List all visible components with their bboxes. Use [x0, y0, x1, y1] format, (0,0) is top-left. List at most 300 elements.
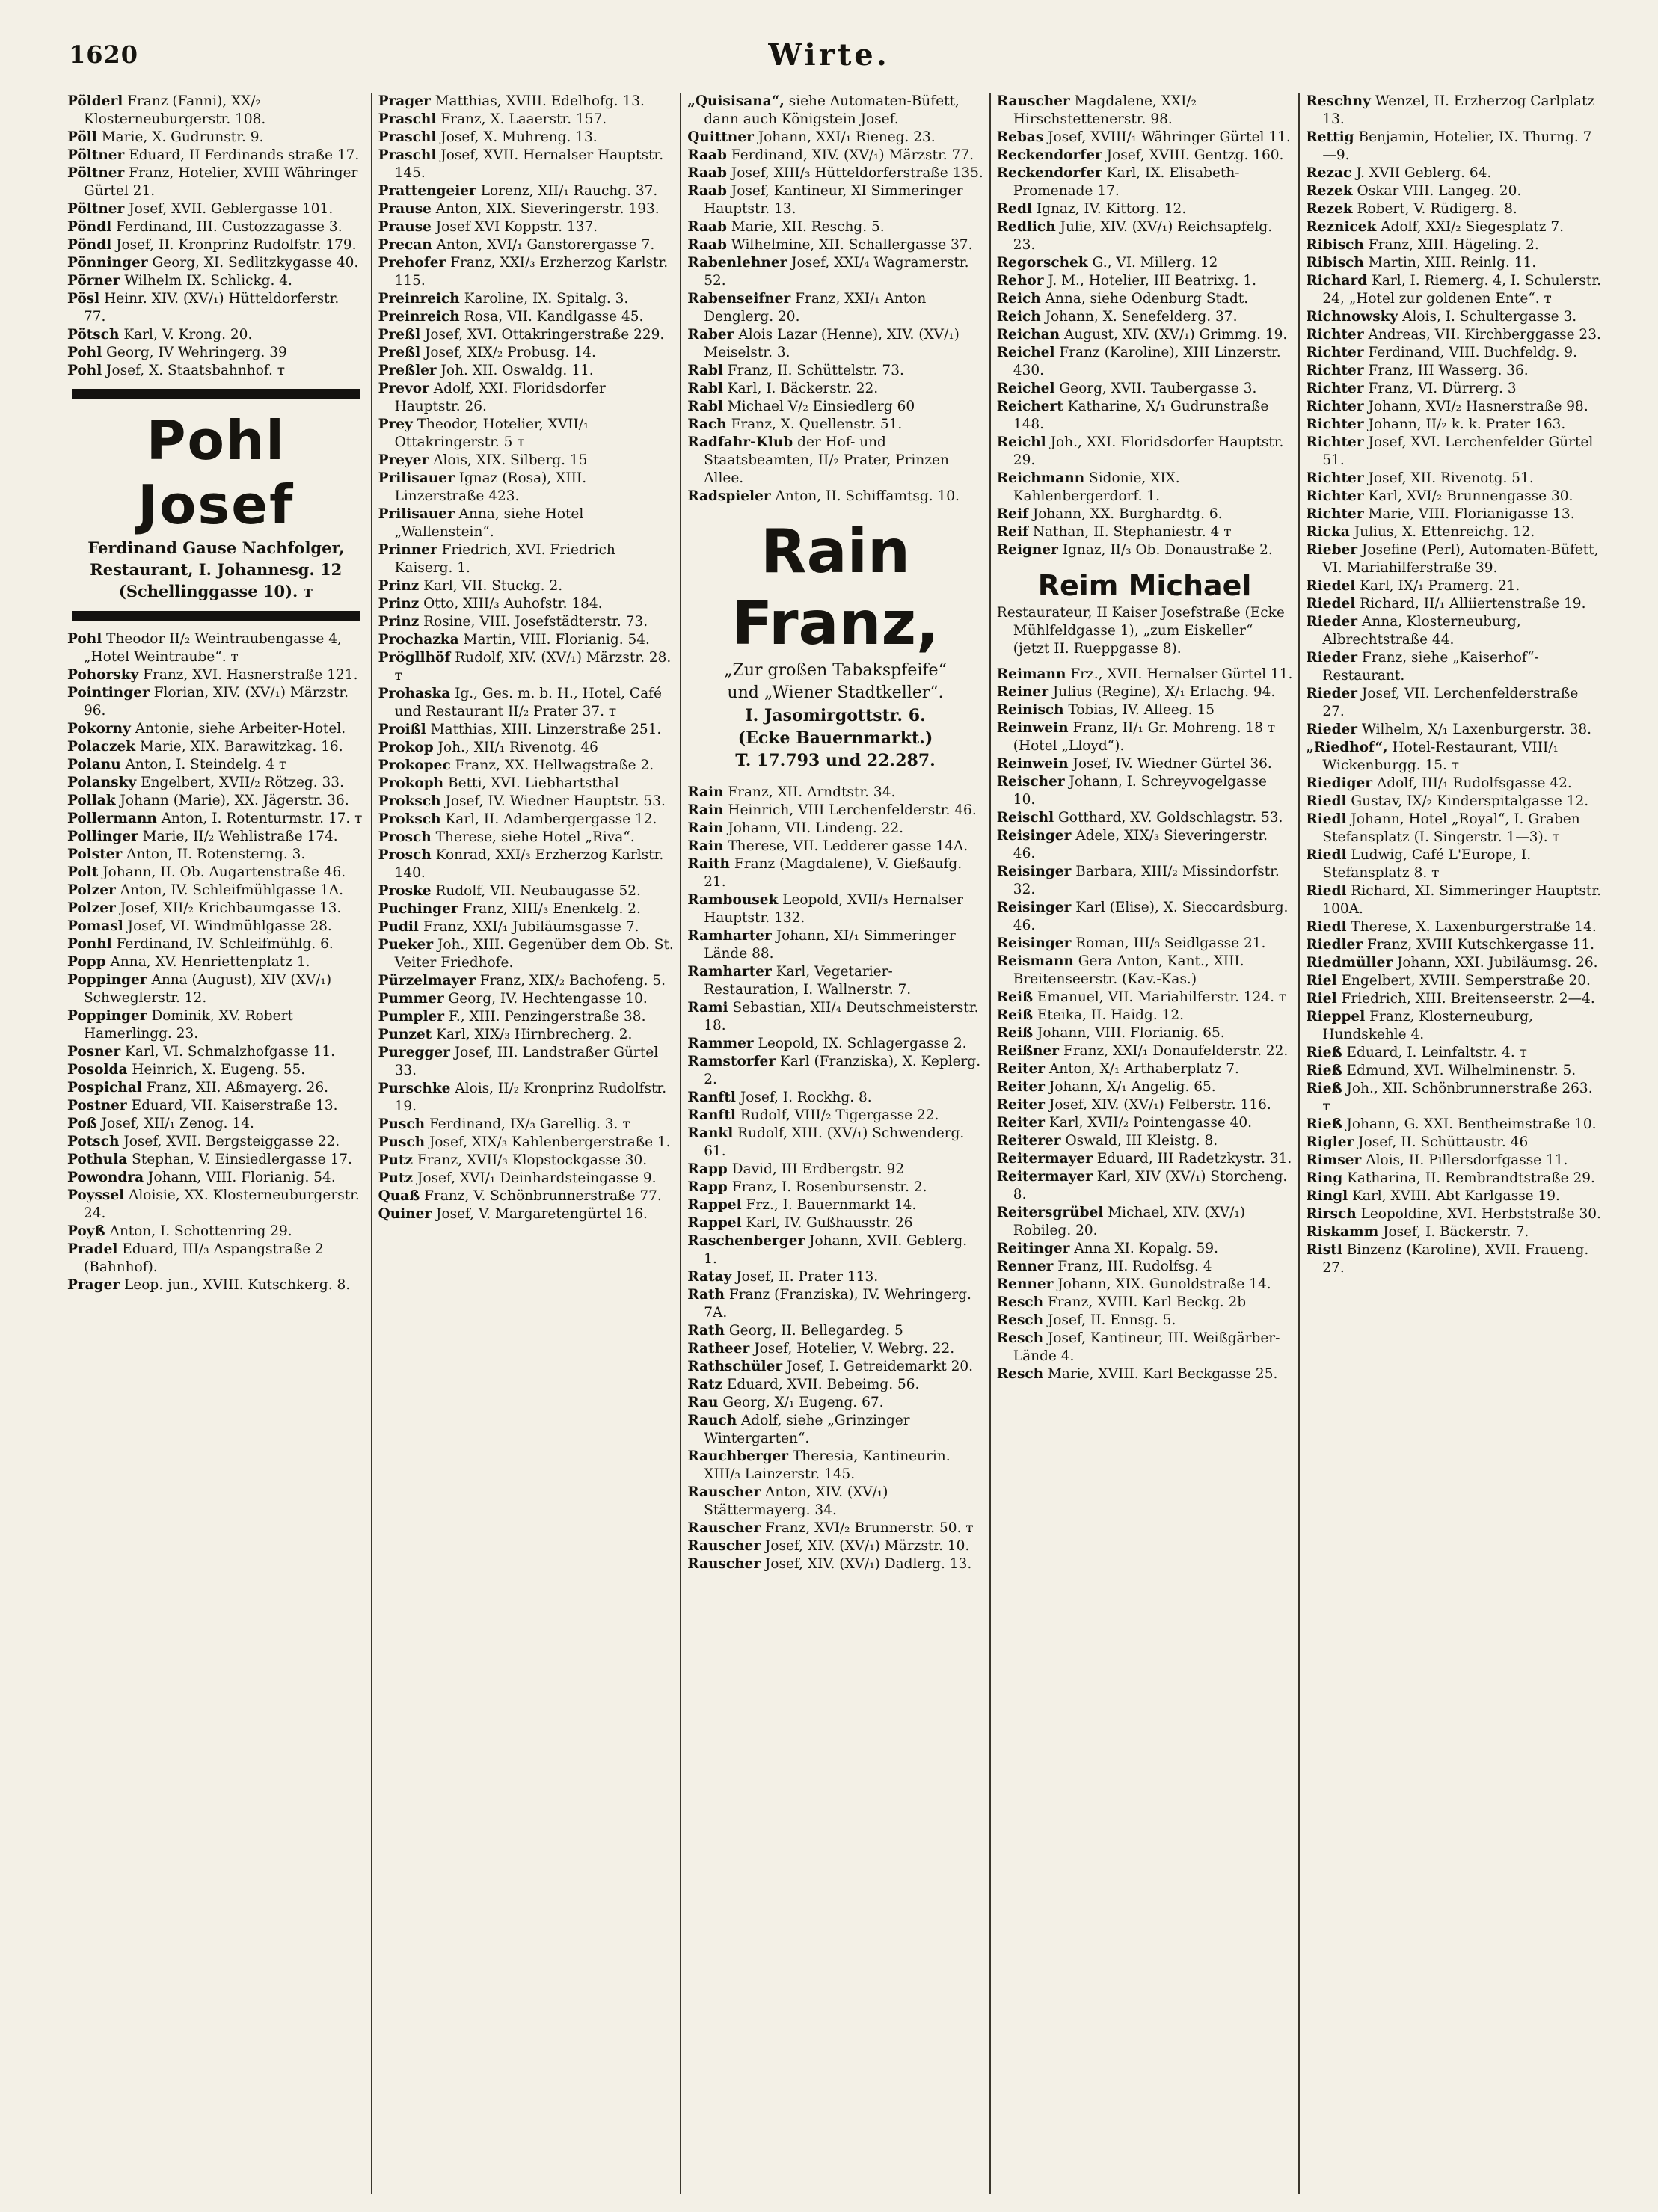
entry-name: Proske [378, 883, 432, 899]
entry-name: Ristl [1306, 1242, 1342, 1258]
entry-details: Karl, I. Bäckerstr. 22. [727, 381, 879, 396]
entry-details: Ignaz, IV. Kittorg. 12. [1036, 201, 1187, 217]
entry-name: Proksch [378, 811, 441, 827]
entry-details: Oswald, III Kleistg. 8. [1065, 1133, 1218, 1149]
entry-details: Rosa, VII. Kandlgasse 45. [464, 309, 644, 325]
entry-name: Rieppel [1306, 1009, 1366, 1024]
entry-details: Josef, V. Margaretengürtel 16. [436, 1206, 648, 1222]
entry-name: Rambousek [687, 892, 779, 908]
directory-entry [378, 1205, 675, 1223]
directory-entry [997, 1078, 1293, 1096]
entry-details: Josef, XVII. Hernalser Hauptstr. 145. [394, 147, 664, 181]
directory-entry [67, 738, 365, 756]
entry-details: Wenzel, II. Erzherzog Carlplatz 13. [1322, 93, 1595, 127]
entry-details: Lorenz, XII/₁ Rauchg. 37. [480, 183, 658, 199]
entry-details: Julius (Regine), X/₁ Erlachg. 94. [1052, 684, 1276, 700]
entry-name: Rapp [687, 1179, 728, 1195]
directory-entry [378, 93, 675, 111]
entry-details: Julie, XIV. (XV/₁) Reichsapfelg. 23. [1013, 219, 1273, 253]
entry-details: Gotthard, XV. Goldschlagstr. 53. [1058, 810, 1283, 826]
entry-name: Pollak [67, 793, 116, 808]
directory-entry [378, 147, 675, 182]
directory-entry [687, 398, 983, 416]
directory-entry [687, 1322, 983, 1340]
entry-details: Anton, XIX. Sieveringerstr. 193. [435, 201, 660, 217]
directory-entry [1306, 577, 1602, 595]
directory-entry [67, 218, 365, 236]
entry-name: Pospichal [67, 1080, 142, 1096]
entry-details: Matthias, XVIII. Edelhofg. 13. [435, 93, 645, 109]
directory-entry [67, 1169, 365, 1187]
entry-name: Prosch [378, 847, 432, 863]
entry-name: Proksch [378, 793, 441, 809]
directory-entry [997, 93, 1293, 129]
entry-name: Rabl [687, 381, 723, 396]
directory-entry [378, 972, 675, 990]
directory-entry [67, 254, 365, 272]
ad-line: (Ecke Bauernmarkt.) [737, 728, 933, 748]
entry-name: Pusch [378, 1134, 426, 1150]
entry-name: Ramharter [687, 928, 772, 944]
entry-name: Posolda [67, 1062, 128, 1078]
entry-details: Franz, VI. Dürrerg. 3 [1368, 381, 1517, 396]
directory-entry [1306, 1080, 1602, 1116]
entry-details: Josef, I. Getreidemarkt 20. [787, 1359, 974, 1374]
directory-entry [67, 1133, 365, 1151]
entry-name: Rabenseifner [687, 291, 791, 307]
directory-entry [67, 666, 365, 684]
entry-details: Josef, Hotelier, V. Webrg. 22. [754, 1341, 955, 1357]
directory-entry [997, 308, 1293, 326]
entry-details: Josef, X. Muhreng. 13. [440, 129, 598, 145]
entry-name: Rieder [1306, 686, 1358, 701]
entry-details: Franz (Magdalene), V. Gießaufg. 21. [704, 856, 962, 890]
entry-details: Johann, I. Schreyvogelgasse 10. [1013, 774, 1267, 808]
entry-details: Wilhelmine, XII. Schallergasse 37. [731, 237, 973, 253]
entry-details: Ignaz, II/₃ Ob. Donaustraße 2. [1062, 542, 1273, 558]
advertisement-rain [687, 516, 983, 772]
entry-name: Powondra [67, 1170, 144, 1185]
entry-name: Richter [1306, 381, 1364, 396]
directory-entry [378, 990, 675, 1008]
directory-entry [687, 254, 983, 290]
directory-entry [687, 362, 983, 380]
entry-name: Rehor [996, 273, 1044, 289]
entry-details: Franz (Franziska), IV. Wehringerg. 7A. [704, 1287, 971, 1321]
entry-details: Marie, XII. Reschg. 5. [731, 219, 885, 235]
directory-entry [1306, 1241, 1602, 1277]
entry-details: Johann, XIX. Gunoldstraße 14. [1057, 1276, 1271, 1292]
entry-name: Rammer [687, 1036, 754, 1051]
entry-name: Rabl [687, 399, 723, 414]
entry-name: Pollermann [67, 811, 157, 826]
directory-entry [1306, 398, 1602, 416]
entry-details: Katharine, X/₁ Gudrunstraße 148. [1013, 399, 1269, 432]
entry-name: Reiner [996, 684, 1048, 700]
entry-details: Marie, XVIII. Karl Beckgasse 25. [1047, 1366, 1278, 1382]
entry-name: Rebas [996, 129, 1044, 145]
entry-name: Reischl [996, 810, 1054, 826]
entry-details: Eduard, II Ferdinands straße 17. [129, 147, 360, 163]
entry-details: Franz, XVI. Hasnerstraße 121. [143, 667, 358, 683]
entry-details: Anna, siehe Odenburg Stadt. [1045, 291, 1249, 307]
entry-name: Proißl [378, 722, 426, 737]
entry-name: Pöll [67, 129, 97, 145]
directory-entry [67, 1061, 365, 1079]
entry-details: Therese, siehe Hotel „Riva“. [435, 829, 635, 845]
entry-details: Anton, IV. Schleifmühlgasse 1A. [120, 882, 343, 898]
entry-name: Prey [378, 417, 413, 432]
entry-details: siehe Automaten-Büfett, dann auch Königstein Josef. [704, 93, 960, 127]
directory-entry [378, 1116, 675, 1134]
directory-entry [997, 380, 1293, 398]
entry-name: Rieß [1306, 1063, 1342, 1078]
entry-name: Pönninger [67, 255, 148, 271]
entry-name: Riedl [1306, 811, 1347, 827]
entry-details: Franz, XIX/₂ Bachofeng. 5. [479, 973, 666, 989]
entry-name: Reichl [996, 434, 1046, 450]
directory-entry [378, 200, 675, 218]
entry-name: Polanu [67, 757, 121, 772]
entry-details: Gustav, IX/₂ Kinderspitalgasse 12. [1351, 793, 1589, 809]
entry-details: Konrad, XXI/₃ Erzherzog Karlstr. 140. [394, 847, 664, 881]
directory-entry [997, 1007, 1293, 1024]
entry-details: Josef, XVI. Lerchenfelder Gürtel 51. [1322, 434, 1594, 468]
directory-entry [1306, 218, 1602, 236]
directory-entry [687, 1412, 983, 1448]
directory-entry [997, 200, 1293, 218]
entry-details: Franz, X. Quellenstr. 51. [731, 417, 903, 432]
directory-entry [687, 1196, 983, 1214]
directory-entry [687, 165, 983, 182]
entry-name: Pudil [378, 919, 419, 935]
directory-entry [687, 1448, 983, 1484]
directory-entry [378, 182, 675, 200]
directory-entry [1306, 882, 1602, 918]
entry-name: Rezek [1306, 183, 1353, 199]
directory-entry [687, 1161, 983, 1179]
entry-details: Leopold, XVII/₃ Hernalser Hauptstr. 132. [704, 892, 963, 926]
entry-details: Josef, XVIII. Gentzg. 160. [1106, 147, 1284, 163]
directory-entry [67, 1079, 365, 1097]
entry-name: Renner [996, 1276, 1054, 1292]
entry-name: Prinner [378, 542, 437, 558]
directory-entry [1306, 362, 1602, 380]
entry-name: Prokopec [378, 758, 451, 773]
directory-entry [997, 1294, 1293, 1312]
ad-text: Ferdinand Gause Nachfolger, Restaurant, I. Johannesg. 12 (Schellinggasse 10). ᴛ [87, 538, 345, 600]
entry-details: Wilhelm IX. Schlickg. 4. [124, 273, 292, 289]
directory-entry [997, 1330, 1293, 1365]
entry-name: Rezac [1306, 165, 1352, 181]
directory-entry [67, 93, 365, 129]
entry-name: „Quisisana“, [687, 93, 785, 109]
entry-details: Oskar VIII. Langeg. 20. [1357, 183, 1522, 199]
entry-name: Redlich [996, 219, 1056, 235]
entry-name: Rieß [1306, 1081, 1342, 1096]
directory-entry [997, 953, 1293, 989]
entry-details: Heinrich, X. Eugeng. 55. [132, 1062, 306, 1078]
directory-entry [67, 630, 365, 666]
entry-name: Rath [687, 1287, 725, 1303]
directory-entry [997, 506, 1293, 523]
entry-details: Karoline, IX. Spitalg. 3. [464, 291, 629, 307]
entry-details: Franz, XVII/₃ Klopstockgasse 30. [417, 1152, 648, 1168]
entry-name: Rieder [1306, 614, 1358, 630]
ad-line: und „Wiener Stadtkeller“. [727, 683, 944, 702]
entry-details: Anton, X/₁ Arthaberplatz 7. [1048, 1061, 1239, 1077]
directory-entry [687, 236, 983, 254]
directory-entry [687, 820, 983, 838]
entry-name: Radfahr-Klub [687, 434, 793, 450]
directory-entry [1306, 1152, 1602, 1170]
entry-name: Prehofer [378, 255, 446, 271]
entry-name: Poyß [67, 1223, 105, 1239]
directory-entry [1306, 847, 1602, 882]
entry-name: Prinz [378, 578, 420, 594]
entry-details: Anton, II. Rotensterng. 3. [126, 847, 306, 862]
entry-name: Rettig [1306, 129, 1354, 145]
directory-entry [687, 147, 983, 165]
entry-details: Franz, XX. Hellwagstraße 2. [455, 758, 654, 773]
entry-details: Josef, XVI/₁ Deinhardsteingasse 9. [417, 1170, 657, 1186]
entry-details: Franz, V. Schönbrunnerstraße 77. [424, 1188, 662, 1204]
directory-entry [687, 784, 983, 802]
entry-details: Friedrich, XIII. Breitenseerstr. 2—4. [1341, 991, 1595, 1007]
entry-name: Poppinger [67, 1008, 147, 1024]
entry-details: Johann, XVII. Geblerg. 1. [704, 1233, 968, 1267]
directory-entry [687, 1125, 983, 1161]
entry-name: Reif [996, 506, 1028, 522]
directory-entry [67, 882, 365, 900]
directory-entry [67, 900, 365, 918]
entry-details: Anna, XV. Henriettenplatz 1. [110, 954, 310, 970]
entry-details: Josef, XXI/₄ Wagramerstr. 52. [704, 255, 969, 289]
entry-details: Josef, XIII/₃ Hütteldorferstraße 135. [731, 165, 983, 181]
column-1 [61, 93, 371, 2194]
entry-name: Reiß [996, 1025, 1034, 1041]
entry-name: Pueker [378, 937, 434, 953]
entry-details: Johann, XX. Burghardtg. 6. [1032, 506, 1223, 522]
entry-name: Preinreich [378, 291, 460, 307]
entry-name: Raab [687, 165, 727, 181]
entry-name: Posner [67, 1044, 121, 1060]
entry-details: Karl (Franziska), X. Keplerg. 2. [704, 1054, 981, 1087]
directory-entry [1306, 541, 1602, 577]
directory-entry [997, 218, 1293, 254]
entry-details: Richard, II/₁ Alliiertenstraße 19. [1360, 596, 1586, 612]
entry-name: Resch [996, 1366, 1044, 1382]
entry-name: Reichel [996, 345, 1055, 360]
directory-entry [997, 290, 1293, 308]
entry-name: Rappel [687, 1197, 742, 1213]
entry-details: Anna XI. Kopalg. 59. [1074, 1241, 1218, 1256]
entry-details: Anton, XIV. (XV/₁) Stättermayerg. 34. [704, 1484, 888, 1518]
directory-entry [997, 683, 1293, 701]
entry-details: Ludwig, Café L'Europe, I. Stefansplatz 8. ᴛ [1322, 847, 1532, 881]
column-3 [680, 93, 989, 2194]
entry-name: Pokorny [67, 721, 131, 737]
entry-details: G., VI. Millerg. 12 [1092, 255, 1218, 271]
entry-name: Pürzelmayer [378, 973, 476, 989]
entry-name: Pösl [67, 291, 100, 307]
entry-name: Reinwein [996, 756, 1069, 772]
entry-name: Resch [996, 1330, 1044, 1346]
directory-entry [67, 918, 365, 936]
entry-details: Josef, XII. Rivenotg. 51. [1368, 470, 1534, 486]
entry-details: Josef, VII. Lerchenfelderstraße 27. [1322, 686, 1579, 719]
entry-name: Pohl [67, 363, 102, 378]
directory-entry [67, 165, 365, 200]
directory-entry [1306, 434, 1602, 470]
entry-details: Anton, XVI/₁ Ganstorergasse 7. [436, 237, 655, 253]
entry-name: Pöltner [67, 201, 125, 217]
directory-entry [687, 416, 983, 434]
entry-name: Reiß [996, 989, 1034, 1005]
directory-entry [997, 755, 1293, 773]
directory-entry [997, 470, 1293, 506]
entry-details: Karl, V. Krong. 20. [123, 327, 253, 342]
entry-name: Richter [1306, 417, 1364, 432]
directory-entry [997, 1060, 1293, 1078]
directory-entry [378, 900, 675, 918]
entry-details: Antonie, siehe Arbeiter-Hotel. [135, 721, 346, 737]
directory-entry [67, 200, 365, 218]
directory-entry [67, 774, 365, 792]
entry-details: Roman, III/₃ Seidlgasse 21. [1075, 936, 1266, 951]
entry-details: Anna, siehe Hotel „Wallenstein“. [394, 506, 584, 540]
directory-entry [67, 810, 365, 828]
directory-entry [1306, 1188, 1602, 1205]
entry-details: Michael V/₂ Einsiedlerg 60 [727, 399, 915, 414]
entry-name: Preßl [378, 345, 421, 360]
directory-entry [1306, 254, 1602, 272]
directory-entry [378, 721, 675, 739]
directory-entry [997, 989, 1293, 1007]
entry-name: Prosch [378, 829, 432, 845]
entry-name: Ratheer [687, 1341, 750, 1357]
directory-entry [1306, 685, 1602, 721]
entry-details: Rudolf, VIII/₂ Tigergasse 22. [740, 1107, 939, 1123]
directory-entry [378, 1026, 675, 1044]
entry-name: Pomasl [67, 918, 123, 934]
entry-name: Reschny [1306, 93, 1371, 109]
entry-details: Richard, XI. Simmeringer Hauptstr. 100A. [1322, 883, 1602, 917]
entry-details: Florian, XIV. (XV/₁) Märzstr. 96. [84, 685, 349, 719]
entry-details: Rudolf, VII. Neubaugasse 52. [435, 883, 641, 899]
entry-name: Rauscher [687, 1520, 761, 1536]
directory-entry [997, 398, 1293, 434]
ad-line: T. 17.793 und 22.287. [735, 751, 936, 770]
entry-name: Richnowsky [1306, 309, 1398, 325]
directory-entry [687, 1555, 983, 1573]
entry-name: Rankl [687, 1125, 734, 1141]
entry-details: Alois, XIX. Silberg. 15 [433, 452, 588, 468]
divider-bar [72, 611, 360, 621]
entry-name: Rain [687, 784, 724, 800]
entry-name: Resch [996, 1312, 1044, 1328]
entry-details: Karl, I. Riemerg. 4, I. Schulerstr. 24, „Hotel zur goldenen Ente“. ᴛ [1322, 273, 1602, 307]
entry-name: Polt [67, 864, 99, 880]
entry-details: Martin, XIII. Reinlg. 11. [1368, 255, 1537, 271]
entry-name: Raab [687, 219, 727, 235]
entry-details: Franz, III. Rudolfsg. 4 [1057, 1259, 1212, 1274]
directory-entry [378, 613, 675, 631]
entry-name: Reißner [996, 1043, 1059, 1059]
entry-details: Anton, II. Schiffamtsg. 10. [775, 488, 960, 504]
entry-details: Josef, II. Schüttaustr. 46 [1358, 1134, 1529, 1150]
directory-entry [687, 434, 983, 488]
entry-name: Rauch [687, 1413, 737, 1428]
directory-entry [1306, 129, 1602, 165]
entry-name: Reiter [996, 1097, 1046, 1113]
entry-details: Franz, III Wasserg. 36. [1368, 363, 1529, 378]
entry-details: Franz, Klosterneuburg, Hundskehle 4. [1322, 1009, 1533, 1042]
directory-entry [67, 1187, 365, 1223]
directory-entry [378, 470, 675, 506]
entry-name: Prevor [378, 381, 429, 396]
directory-entry [378, 1080, 675, 1116]
entry-details: Franz, XII. Aßmayerg. 26. [146, 1080, 329, 1096]
entry-details: Theodor II/₂ Weintraubengasse 4, „Hotel Weintraube“. ᴛ [84, 631, 342, 665]
directory-entry [1306, 972, 1602, 990]
entry-details: Franz, XXI/₁ Jubiläumsgasse 7. [423, 919, 639, 935]
entry-details: Josef, X. Staatsbahnhof. ᴛ [106, 363, 286, 378]
directory-entry [687, 1286, 983, 1322]
directory-entry [378, 308, 675, 326]
entry-name: Pötsch [67, 327, 120, 342]
directory-entry [67, 828, 365, 846]
directory-entry [1306, 649, 1602, 685]
directory-entry [997, 701, 1293, 719]
entry-details: Robert, V. Rüdigerg. 8. [1357, 201, 1517, 217]
entry-name: Rieder [1306, 650, 1358, 666]
directory-entry [67, 362, 365, 380]
entry-name: Prohaska [378, 686, 451, 701]
entry-name: Prokoph [378, 775, 444, 791]
directory-entry [378, 506, 675, 541]
advertisement-pohl [67, 408, 365, 602]
entry-details: Rosine, VIII. Josefstädterstr. 73. [423, 614, 648, 630]
entry-details: Aloisie, XX. Klosterneuburgerstr. 24. [84, 1188, 360, 1221]
directory-entry [378, 757, 675, 775]
entry-details: David, III Erdbergstr. 92 [731, 1161, 905, 1177]
entry-name: Preßler [378, 363, 437, 378]
entry-details: Barbara, XIII/₂ Missindorfstr. 32. [1013, 864, 1280, 897]
entry-details: Anton, I. Steindelg. 4 ᴛ [125, 757, 287, 772]
entry-name: Regorschek [996, 255, 1088, 271]
entry-details: J. M., Hotelier, III Beatrixg. 1. [1048, 273, 1256, 289]
entry-name: Pusch [378, 1116, 426, 1132]
entry-name: Reich [996, 291, 1041, 307]
directory-entry [1306, 775, 1602, 793]
entry-name: Reiß [996, 1007, 1034, 1023]
directory-entry [997, 523, 1293, 541]
directory-entry [1306, 811, 1602, 847]
entry-name: Richter [1306, 327, 1364, 342]
entry-name: Riediger [1306, 775, 1372, 791]
entry-name: Riedmüller [1306, 955, 1393, 971]
entry-details: Ferdinand, IV. Schleifmühlg. 6. [116, 936, 334, 952]
entry-details: Emanuel, VII. Mariahilferstr. 124. ᴛ [1037, 989, 1287, 1005]
column-2 [371, 93, 681, 2194]
entry-details: Josef, XII/₁ Zenog. 14. [101, 1116, 254, 1131]
directory-entry [997, 1365, 1293, 1383]
entry-details: Ferdinand, VIII. Buchfeldg. 9. [1368, 345, 1577, 360]
entry-name: Redl [996, 201, 1032, 217]
directory-entry [997, 326, 1293, 344]
entry-name: Raab [687, 237, 727, 253]
